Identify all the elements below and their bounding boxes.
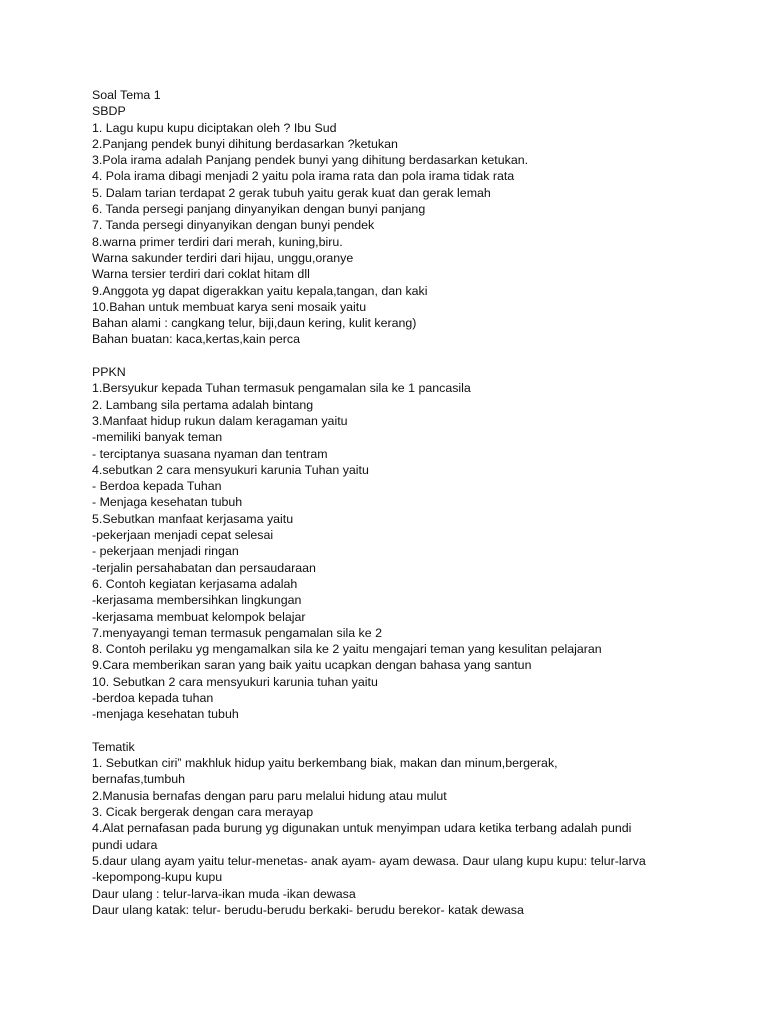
- text-line: - Menjaga kesehatan tubuh: [92, 495, 243, 510]
- section-spacer: [92, 348, 732, 364]
- text-line: 8.warna primer terdiri dari merah, kuning,biru.: [92, 234, 343, 249]
- text-line: - Berdoa kepada Tuhan: [92, 479, 222, 494]
- text-line: 5.daur ulang ayam yaitu telur-menetas- anak ayam- ayam dewasa. Daur ulang kupu kupu: telur-larva: [92, 853, 646, 868]
- text-line: 4.Alat pernafasan pada burung yg digunakan untuk menyimpan udara ketika terbang adalah pundi: [92, 821, 632, 836]
- section-spacer: [92, 723, 732, 739]
- text-line: - pekerjaan menjadi ringan: [92, 544, 239, 559]
- text-line: 2. Lambang sila pertama adalah bintang: [92, 397, 314, 412]
- text-line: 2.Manusia bernafas dengan paru paru melalui hidung atau mulut: [92, 788, 447, 803]
- text-line: 8. Contoh perilaku yg mengamalkan sila ke 2 yaitu mengajari teman yang kesulitan pelajaran: [92, 642, 602, 657]
- text-line: 5.Sebutkan manfaat kerjasama yaitu: [92, 511, 294, 526]
- text-line: 5. Dalam tarian terdapat 2 gerak tubuh yaitu gerak kuat dan gerak lemah: [92, 185, 491, 200]
- text-line: - terciptanya suasana nyaman dan tentram: [92, 446, 328, 461]
- section-heading: Tematik: [92, 739, 135, 754]
- text-line: -pekerjaan menjadi cepat selesai: [92, 528, 274, 543]
- document-section: [92, 739, 732, 918]
- text-line: 9.Anggota yg dapat digerakkan yaitu kepala,tangan, dan kaki: [92, 283, 428, 298]
- document-body: [92, 87, 732, 918]
- text-line: -menjaga kesehatan tubuh: [92, 707, 239, 722]
- text-line: Bahan alami : cangkang telur, biji,daun kering, kulit kerang): [92, 316, 417, 331]
- document-heading: SBDP: [92, 104, 126, 119]
- text-line: -berdoa kepada tuhan: [92, 690, 214, 705]
- text-line: 6. Tanda persegi panjang dinyanyikan dengan bunyi panjang: [92, 202, 426, 217]
- document-section: [92, 364, 732, 723]
- text-line: 1. Lagu kupu kupu diciptakan oleh ? Ibu Sud: [92, 120, 337, 135]
- text-line: 3. Cicak bergerak dengan cara merayap: [92, 805, 314, 820]
- text-line: 10.Bahan untuk membuat karya seni mosaik yaitu: [92, 299, 367, 314]
- text-line: 4. Pola irama dibagi menjadi 2 yaitu pola irama rata dan pola irama tidak rata: [92, 169, 515, 184]
- text-line: -kerjasama membuat kelompok belajar: [92, 609, 306, 624]
- text-line: 4.sebutkan 2 cara mensyukuri karunia Tuhan yaitu: [92, 462, 369, 477]
- text-line: -terjalin persahabatan dan persaudaraan: [92, 560, 316, 575]
- text-line: Warna tersier terdiri dari coklat hitam dll: [92, 267, 310, 282]
- text-line: 7.menyayangi teman termasuk pengamalan sila ke 2: [92, 625, 382, 640]
- section-heading: PPKN: [92, 365, 126, 380]
- text-line: 9.Cara memberikan saran yang baik yaitu ucapkan dengan bahasa yang santun: [92, 658, 532, 673]
- text-line: Warna sakunder terdiri dari hijau, unggu,oranye: [92, 250, 354, 265]
- text-line: 10. Sebutkan 2 cara mensyukuri karunia tuhan yaitu: [92, 674, 378, 689]
- text-line: 1. Sebutkan ciri” makhluk hidup yaitu berkembang biak, makan dan minum,bergerak,: [92, 756, 558, 771]
- document-section: [92, 87, 732, 348]
- text-line: 1.Bersyukur kepada Tuhan termasuk pengamalan sila ke 1 pancasila: [92, 381, 471, 396]
- text-line: Bahan buatan: kaca,kertas,kain perca: [92, 332, 301, 347]
- text-line: pundi udara: [92, 837, 158, 852]
- text-line: -kepompong-kupu kupu: [92, 870, 223, 885]
- text-line: 6. Contoh kegiatan kerjasama adalah: [92, 576, 298, 591]
- text-line: 2.Panjang pendek bunyi dihitung berdasarkan ?ketukan: [92, 136, 398, 151]
- text-line: 7. Tanda persegi dinyanyikan dengan bunyi pendek: [92, 218, 375, 233]
- text-line: Daur ulang : telur-larva-ikan muda -ikan dewasa: [92, 886, 356, 901]
- text-line: bernafas,tumbuh: [92, 772, 185, 787]
- text-line: 3.Manfaat hidup rukun dalam keragaman yaitu: [92, 413, 348, 428]
- text-line: -memiliki banyak teman: [92, 430, 223, 445]
- text-line: -kerjasama membersihkan lingkungan: [92, 593, 302, 608]
- text-line: 3.Pola irama adalah Panjang pendek bunyi yang dihitung berdasarkan ketukan.: [92, 153, 529, 168]
- text-line: Daur ulang katak: telur- berudu-berudu berkaki- berudu berekor- katak dewasa: [92, 902, 524, 917]
- document-heading: Soal Tema 1: [92, 88, 161, 102]
